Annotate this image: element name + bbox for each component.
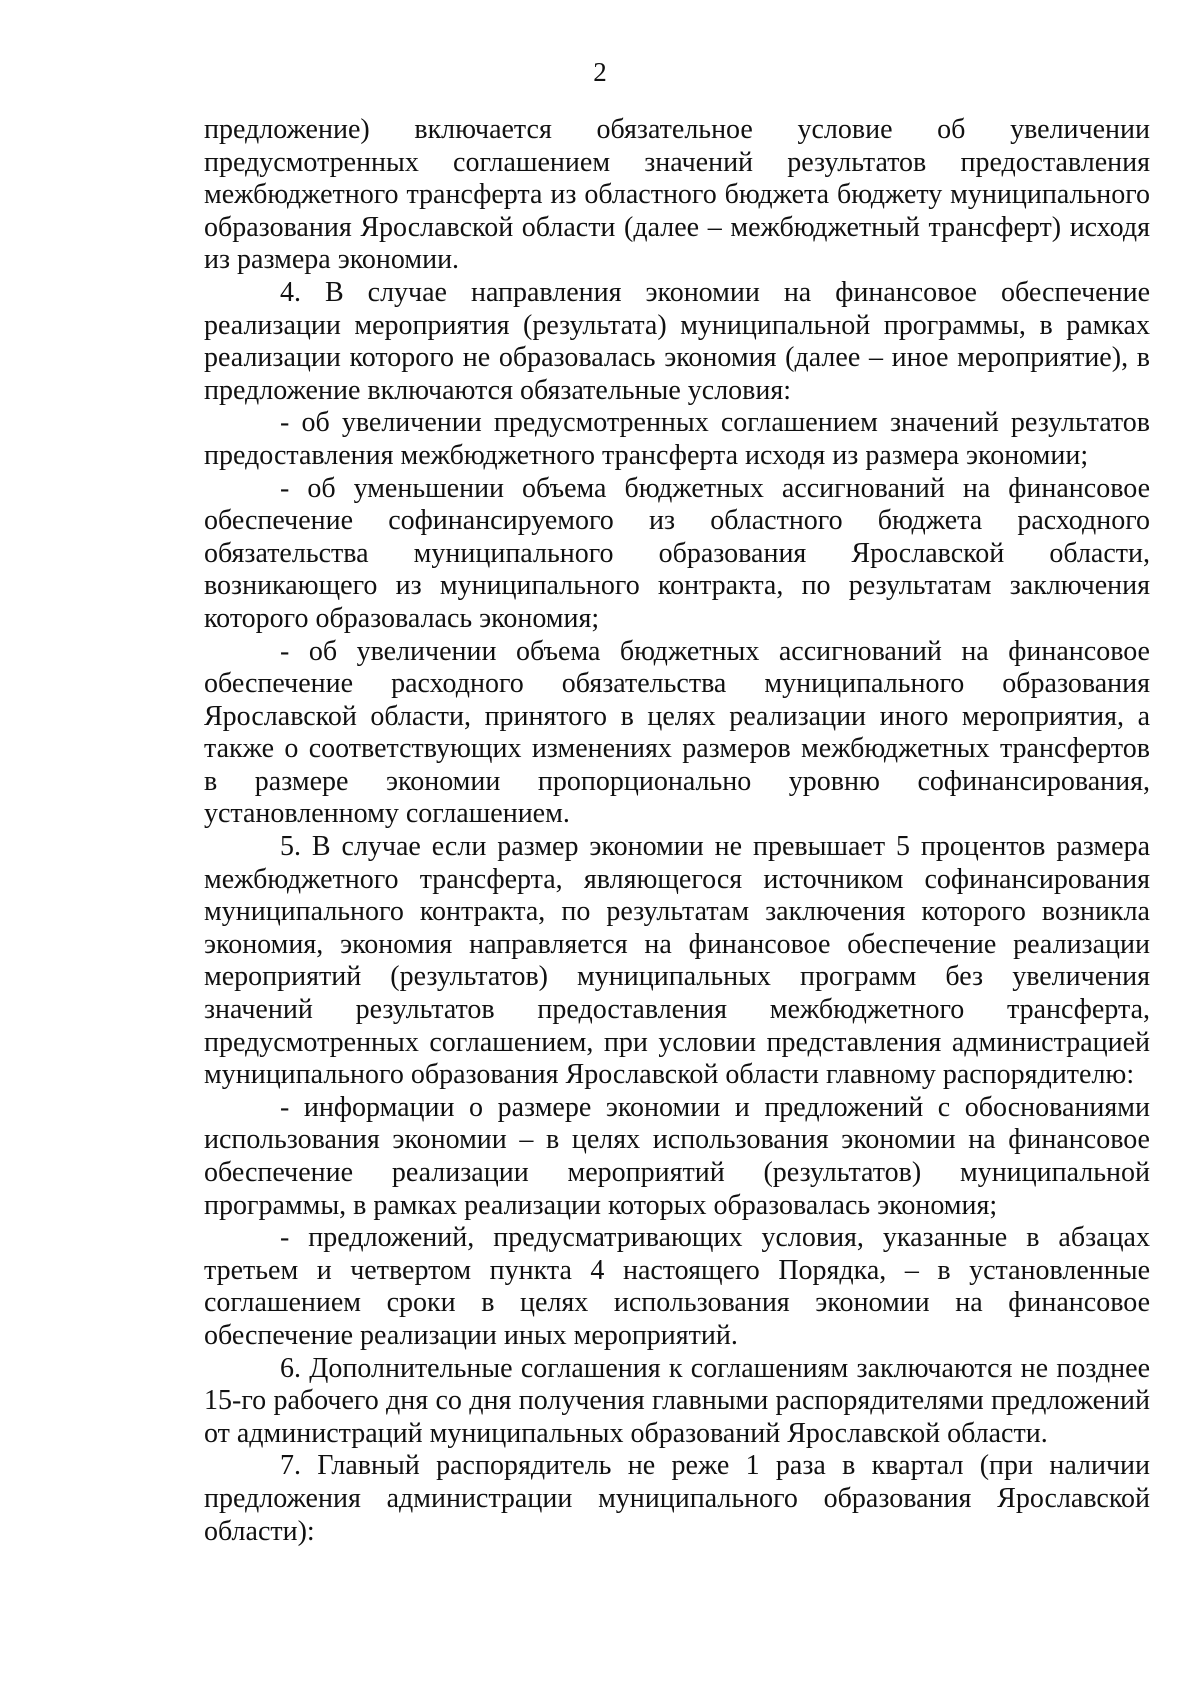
page-number: 2 xyxy=(593,57,607,87)
submission-proposals: - предложений, предусматривающих условия, указанные в абзацах третьем и четвертом пункта 4 настоящего Порядка, – в установленные соглашением сроки в целях использования экономии на финансовое обеспечение реализации иных мероприятий. xyxy=(204,1222,1150,1351)
condition-decrease-allocations: - об уменьшении объема бюджетных ассигнований на финансовое обеспечение софинансируемого из областного бюджета расходного обязательства муниципального образования Ярославской области, возникающего из муниципального контракта, по результатам заключения которого образовалась экономия; xyxy=(204,472,1150,634)
paragraph-item-6: 6. Дополнительные соглашения к соглашениям заключаются не позднее 15-го рабочего дня со дня получения главными распорядителями предложений от администраций муниципальных образований Ярославской области. xyxy=(204,1352,1150,1449)
document-body xyxy=(204,114,1150,1548)
condition-increase-allocations: - об увеличении объема бюджетных ассигнований на финансовое обеспечение расходного обязательства муниципального образования Ярославской области, принятого в целях реализации иного мероприятия, а также о соответствующих изменениях размеров межбюджетных трансфертов в размере экономии пропорционально уровню софинансирования, установленному соглашением. xyxy=(204,635,1150,830)
paragraph-continuation: предложение) включается обязательное условие об увеличении предусмотренных соглашением значений результатов предоставления межбюджетного трансферта из областного бюджета бюджету муниципального образования Ярославской области (далее – межбюджетный трансферт) исходя из размера экономии. xyxy=(204,114,1150,276)
paragraph-item-7: 7. Главный распорядитель не реже 1 раза в квартал (при наличии предложения администрации муниципального образования Ярославской области): xyxy=(204,1450,1150,1547)
submission-information: - информации о размере экономии и предложений с обоснованиями использования экономии – в целях использования экономии на финансовое обеспечение реализации мероприятий (результатов) муниципальной программы, в рамках реализации которых образовалась экономия; xyxy=(204,1091,1150,1221)
paragraph-item-4: 4. В случае направления экономии на финансовое обеспечение реализации мероприятия (результата) муниципальной программы, в рамках реализации которого не образовалась экономия (далее – иное мероприятие), в предложение включаются обязательные условия: xyxy=(204,276,1150,406)
condition-increase-results: - об увеличении предусмотренных соглашением значений результатов предоставления межбюджетного трансферта исходя из размера экономии; xyxy=(204,407,1150,471)
paragraph-item-5: 5. В случае если размер экономии не превышает 5 процентов размера межбюджетного трансферта, являющегося источником софинансирования муниципального контракта, по результатам заключения которого возникла экономия, экономия направляется на финансовое обеспечение реализации мероприятий (результатов) муниципальных программ без увеличения значений результатов предоставления межбюджетного трансферта, предусмотренных соглашением, при условии представления администрацией муниципального образования Ярославской области главному распорядителю: xyxy=(204,831,1150,1091)
